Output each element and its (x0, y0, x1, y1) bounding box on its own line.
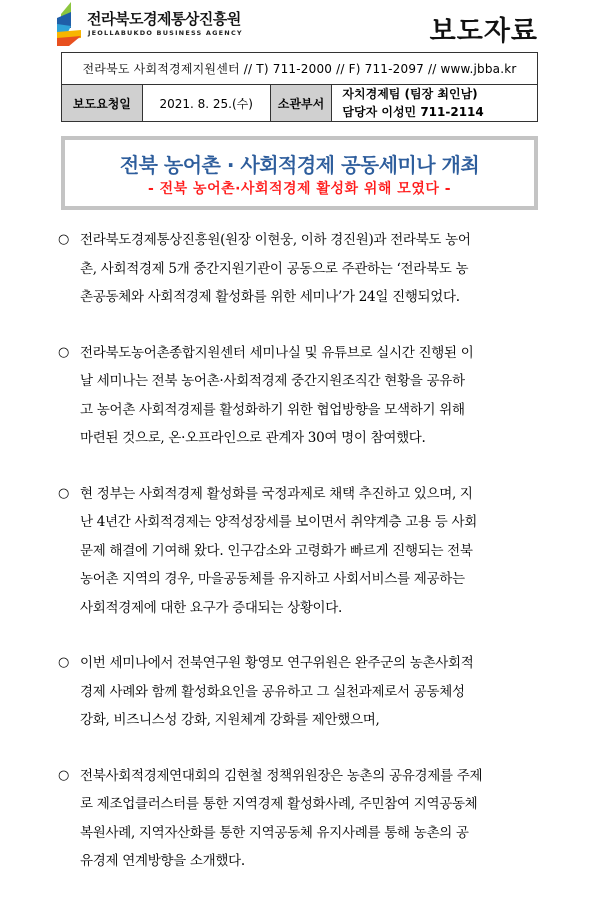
release-date-label: 보도요청일 (62, 85, 143, 122)
article-body (58, 226, 542, 903)
paragraph-line: 날 세미나는 전북 농어촌·사회적경제 중간지원조직간 현황을 공유하 (80, 373, 465, 389)
agency-logo (57, 2, 257, 48)
dept-info (332, 85, 538, 122)
bullet-circle-icon: ○ (58, 344, 70, 360)
dept-contact: 담당자 이성민 711-2114 (342, 105, 484, 119)
paragraph-1 (58, 226, 542, 312)
paragraph-line: 농어촌 지역의 경우, 마을공동체를 유지하고 사회서비스를 제공하는 (80, 571, 465, 587)
paragraph-line: 복원사례, 지역자산화를 통한 지역공동체 유지사례를 통해 농촌의 공 (80, 824, 469, 841)
paragraph-2 (58, 339, 542, 453)
subheadline: - 전북 농어촌·사회적경제 활성화 위해 모였다 - (147, 181, 452, 197)
bullet-circle-icon: ○ (58, 767, 70, 783)
doc-type-title: 보도자료 (429, 16, 538, 47)
bullet-circle-icon: ○ (58, 485, 70, 501)
paragraph-line: 전라북도농어촌종합지원센터 세미나실 및 유튜브로 실시간 진행된 이 (80, 344, 474, 361)
paragraph-4 (58, 649, 542, 735)
paragraph-line: 촌공동체와 사회적경제 활성화를 위한 세미나’가 24일 진행되었다. (80, 289, 460, 305)
info-table (61, 52, 538, 122)
dept-label: 소관부서 (270, 85, 332, 122)
paragraph-line: 이번 세미나에서 전북연구원 황영모 연구위원은 완주군의 농촌사회적 (80, 655, 474, 671)
paragraph-line: 마련된 것으로, 온·오프라인으로 관계자 30여 명이 참여했다. (80, 430, 426, 446)
dept-team: 자치경제팀 (팀장 최인남) (342, 87, 478, 101)
paragraph-line: 전라북도경제통상진흥원(원장 이현웅, 이하 경진원)과 전라북도 농어 (80, 232, 471, 248)
paragraph-line: 경제 사례와 함께 활성화요인을 공유하고 그 실천과제로서 공동체성 (80, 683, 465, 700)
paragraph-line: 전북사회적경제연대회의 김현철 정책위원장은 농촌의 공유경제를 주제 (80, 767, 483, 784)
paragraph-line: 유경제 연계방향을 소개했다. (80, 853, 245, 869)
org-name-en: JEOLLABUKDO BUSINESS AGENCY (88, 29, 243, 37)
release-date: 2021. 8. 25.(수) (142, 85, 270, 122)
paragraph-line: 로 제조업클러스터를 통한 지역경제 활성화사례, 주민참여 지역공동체 (80, 796, 478, 812)
headline-box (61, 136, 538, 210)
headline: 전북 농어촌 · 사회적경제 공동세미나 개최 (119, 153, 480, 177)
paragraph-line: 촌, 사회적경제 5개 중간지원기관이 공동으로 주관하는 ‘전라북도 농 (80, 260, 469, 277)
bullet-circle-icon: ○ (58, 655, 70, 670)
contact-line: 전라북도 사회적경제지원센터 // T) 711-2000 // F) 711-2097 // www.jbba.kr (62, 53, 538, 85)
paragraph-5 (58, 762, 542, 876)
paragraph-line: 난 4년간 사회적경제는 양적성장세를 보이면서 취약계층 고용 등 사회 (80, 514, 477, 530)
paragraph-3 (58, 480, 542, 623)
bullet-circle-icon: ○ (58, 232, 70, 247)
paragraph-line: 문제 해결에 기여해 왔다. 인구감소와 고령화가 빠르게 진행되는 전북 (80, 542, 473, 559)
paragraph-line: 고 농어촌 사회적경제를 활성화하기 위한 협업방향을 모색하기 위해 (80, 401, 465, 418)
paragraph-line: 사회적경제에 대한 요구가 증대되는 상황이다. (80, 599, 343, 616)
paragraph-line: 강화, 비즈니스성 강화, 지원체계 강화를 제안했으며, (80, 712, 380, 728)
paragraph-line: 현 정부는 사회적경제 활성화를 국정과제로 채택 추진하고 있으며, 지 (80, 485, 473, 502)
agency-logo-icon (57, 2, 83, 46)
org-name-ko: 전라북도경제통상진흥원 (87, 10, 241, 28)
